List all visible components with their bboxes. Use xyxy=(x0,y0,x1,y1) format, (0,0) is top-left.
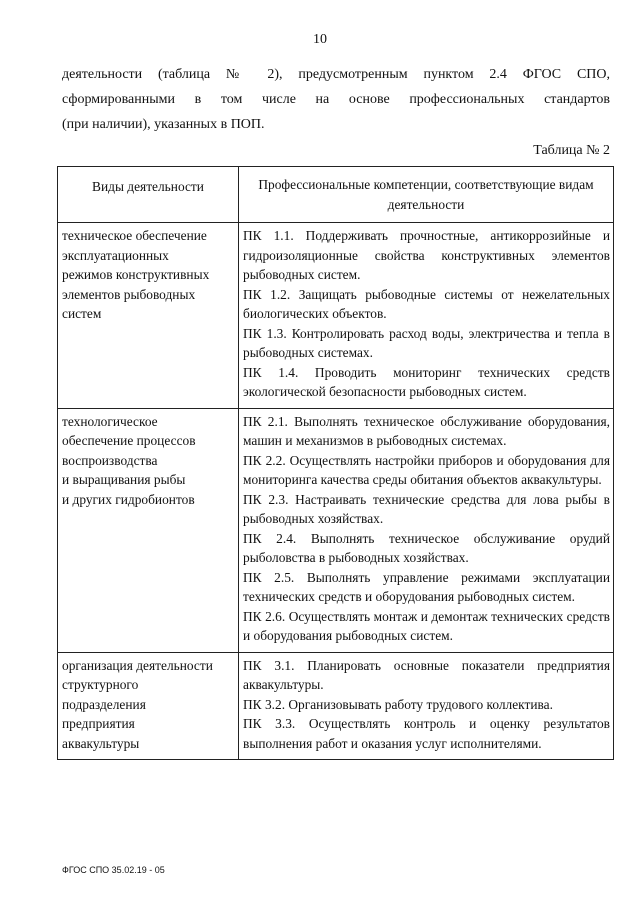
activity-line: предприятия xyxy=(62,716,135,731)
intro-line: деятельности (таблица № 2), предусмотренным пунктом 2.4 ФГОС СПО, xyxy=(62,67,610,82)
competence-item: ПК 2.6. Осуществлять монтаж и демонтаж технических средств и оборудования рыбоводных систем. xyxy=(243,608,610,643)
table-row xyxy=(58,652,614,760)
competence-item: ПК 1.3. Контролировать расход воды, электричества и тепла в рыбоводных системах. xyxy=(243,325,610,360)
table-row xyxy=(58,223,614,409)
intro-paragraph xyxy=(62,62,610,137)
competence-item: ПК 2.5. Выполнять управление режимами эксплуатации технических средств и оборудования рыбоводных систем. xyxy=(243,569,610,604)
activity-line: и выращивания рыбы xyxy=(62,472,186,487)
intro-line: сформированными в том числе на основе профессиональных стандартов xyxy=(62,92,610,107)
activity-line: и других гидробионтов xyxy=(62,491,195,507)
activity-line: организация деятельности xyxy=(62,657,213,673)
competences-cell xyxy=(239,408,614,652)
activity-line: подразделения xyxy=(62,696,146,712)
activity-line: эксплуатационных xyxy=(62,247,169,263)
competence-item: ПК 3.1. Планировать основные показатели предприятия аквакультуры. xyxy=(243,657,610,692)
activity-line: аквакультуры xyxy=(62,735,140,751)
competence-item: ПК 3.3. Осуществлять контроль и оценку результатов выполнения работ и оказания услуг исполнителями. xyxy=(243,716,610,751)
header-activities: Виды деятельности xyxy=(58,167,239,223)
competence-item: ПК 1.1. Поддерживать прочностные, антикоррозийные и гидроизоляционные свойства конструктивных элементов рыбоводных систем. xyxy=(243,228,610,282)
activity-line: систем xyxy=(62,306,102,321)
competence-item: ПК 1.2. Защищать рыбоводные системы от нежелательных биологических объектов. xyxy=(243,286,610,321)
competence-item: ПК 1.4. Проводить мониторинг технических средств экологической безопасности рыбоводных систем. xyxy=(243,364,610,399)
competence-item: ПК 2.1. Выполнять техническое обслуживание оборудования, машин и механизмов в рыбоводных системах. xyxy=(243,413,610,448)
activity-cell xyxy=(58,652,239,760)
competences-cell xyxy=(239,652,614,760)
activity-line: технологическое xyxy=(62,413,158,429)
activity-line: структурного xyxy=(62,677,139,692)
competences-cell xyxy=(239,223,614,409)
page-number: 10 xyxy=(313,32,327,47)
table-header-row xyxy=(58,167,614,223)
competence-item: ПК 2.2. Осуществлять настройки приборов и оборудования для мониторинга качества среды обитания объектов аквакультуры. xyxy=(243,452,610,487)
activity-line: элементов рыбоводных xyxy=(62,286,196,302)
activity-line: воспроизводства xyxy=(62,452,158,468)
activity-line: режимов конструктивных xyxy=(62,267,210,282)
competence-item: ПК 2.4. Выполнять техническое обслуживание орудий рыболовства в рыбоводных хозяйствах. xyxy=(243,530,610,565)
competence-item: ПК 2.3. Настраивать технические средства для лова рыбы в рыбоводных хозяйствах. xyxy=(243,491,610,526)
table-caption: Таблица № 2 xyxy=(533,143,610,158)
intro-line: (при наличии), указанных в ПОП. xyxy=(62,117,265,132)
document-footer: ФГОС СПО 35.02.19 - 05 xyxy=(62,865,165,875)
competence-table xyxy=(57,166,614,760)
activity-line: обеспечение процессов xyxy=(62,433,196,448)
activity-line: техническое обеспечение xyxy=(62,228,207,243)
competence-item: ПК 3.2. Организовывать работу трудового коллектива. xyxy=(243,696,553,712)
header-competences: Профессиональные компетенции, соответствующие видам деятельности xyxy=(239,167,614,223)
activity-cell xyxy=(58,408,239,652)
table-row xyxy=(58,408,614,652)
activity-cell xyxy=(58,223,239,409)
